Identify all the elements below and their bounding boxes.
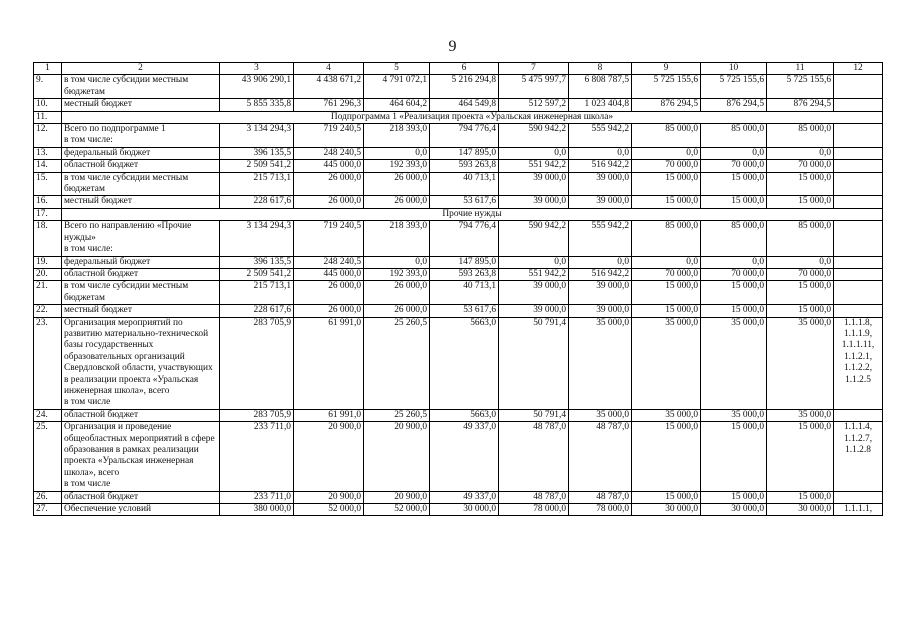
value-cell: 5 725 155,6 [632,75,701,99]
target-code-cell [834,75,883,99]
value-cell: 396 135,5 [220,256,294,268]
value-cell: 49 337,0 [430,491,499,503]
table-row [34,491,883,503]
value-cell: 50 791,4 [499,409,569,421]
value-cell: 53 617,6 [430,196,499,208]
value-cell: 147 895,0 [430,256,499,268]
value-cell: 85 000,0 [632,124,701,148]
column-number-header: 2 [62,63,220,75]
row-number: 11. [34,111,62,123]
value-cell: 233 711,0 [220,422,294,491]
table-row [34,196,883,208]
value-cell: 15 000,0 [701,491,767,503]
value-cell: 0,0 [364,147,430,159]
value-cell: 876 294,5 [632,99,701,111]
value-cell: 283 705,9 [220,409,294,421]
value-cell: 5 725 155,6 [767,75,834,99]
value-cell: 20 900,0 [294,491,364,503]
value-cell: 248 240,5 [294,147,364,159]
value-cell: 228 617,6 [220,196,294,208]
value-cell: 30 000,0 [701,504,767,516]
value-cell: 25 260,5 [364,409,430,421]
value-cell: 35 000,0 [569,317,632,409]
row-label: областной бюджет [62,160,220,172]
value-cell: 35 000,0 [701,409,767,421]
value-cell: 794 776,4 [430,124,499,148]
value-cell: 15 000,0 [767,491,834,503]
value-cell: 48 787,0 [499,422,569,491]
target-code-cell [834,268,883,280]
table-row [34,281,883,305]
value-cell: 20 900,0 [294,422,364,491]
table-row [34,317,883,409]
value-cell: 248 240,5 [294,256,364,268]
section-title: Подпрограмма 1 «Реализация проекта «Уральская инженерная школа» [62,111,883,123]
row-number: 24. [34,409,62,421]
value-cell: 25 260,5 [364,317,430,409]
value-cell: 15 000,0 [701,281,767,305]
value-cell: 35 000,0 [569,409,632,421]
row-label: федеральный бюджет [62,147,220,159]
value-cell: 6 808 787,5 [569,75,632,99]
value-cell: 70 000,0 [767,160,834,172]
value-cell: 15 000,0 [632,196,701,208]
value-cell: 40 713,1 [430,172,499,196]
row-number: 26. [34,491,62,503]
row-number: 20. [34,268,62,280]
value-cell: 2 509 541,2 [220,160,294,172]
value-cell: 70 000,0 [701,160,767,172]
row-label: областной бюджет [62,409,220,421]
value-cell: 445 000,0 [294,268,364,280]
value-cell: 0,0 [701,256,767,268]
value-cell: 15 000,0 [632,305,701,317]
row-label: местный бюджет [62,196,220,208]
value-cell: 70 000,0 [632,160,701,172]
value-cell: 48 787,0 [569,491,632,503]
row-number: 13. [34,147,62,159]
value-cell: 719 240,5 [294,124,364,148]
value-cell: 39 000,0 [569,305,632,317]
value-cell: 78 000,0 [499,504,569,516]
row-number: 18. [34,221,62,256]
row-number: 15. [34,172,62,196]
value-cell: 39 000,0 [499,305,569,317]
value-cell: 26 000,0 [364,196,430,208]
value-cell: 49 337,0 [430,422,499,491]
target-code-cell [834,256,883,268]
value-cell: 551 942,2 [499,268,569,280]
value-cell: 30 000,0 [767,504,834,516]
column-number-header: 3 [220,63,294,75]
value-cell: 3 134 294,3 [220,124,294,148]
row-number: 10. [34,99,62,111]
page-number: 9 [448,38,457,55]
column-number-header: 1 [34,63,62,75]
value-cell: 35 000,0 [767,317,834,409]
value-cell: 464 604,2 [364,99,430,111]
value-cell: 20 900,0 [364,491,430,503]
value-cell: 26 000,0 [294,172,364,196]
value-cell: 15 000,0 [767,196,834,208]
value-cell: 719 240,5 [294,221,364,256]
value-cell: 283 705,9 [220,317,294,409]
table-row [34,504,883,516]
table-row [34,124,883,148]
value-cell: 218 393,0 [364,221,430,256]
value-cell: 35 000,0 [632,317,701,409]
value-cell: 215 713,1 [220,172,294,196]
value-cell: 0,0 [632,256,701,268]
row-label: Всего по подпрограмме 1 в том числе: [62,124,220,148]
value-cell: 555 942,2 [569,221,632,256]
value-cell: 52 000,0 [364,504,430,516]
value-cell: 26 000,0 [294,196,364,208]
value-cell: 5663,0 [430,317,499,409]
value-cell: 30 000,0 [430,504,499,516]
row-number: 12. [34,124,62,148]
row-number: 9. [34,75,62,99]
value-cell: 876 294,5 [767,99,834,111]
target-code-cell [834,196,883,208]
value-cell: 85 000,0 [701,221,767,256]
target-code-cell [834,281,883,305]
value-cell: 35 000,0 [632,409,701,421]
table-row [34,305,883,317]
value-cell: 70 000,0 [767,268,834,280]
value-cell: 15 000,0 [632,422,701,491]
value-cell: 70 000,0 [701,268,767,280]
value-cell: 0,0 [767,147,834,159]
value-cell: 0,0 [569,147,632,159]
value-cell: 26 000,0 [364,172,430,196]
value-cell: 0,0 [767,256,834,268]
value-cell: 15 000,0 [701,172,767,196]
value-cell: 380 000,0 [220,504,294,516]
value-cell: 15 000,0 [701,305,767,317]
column-number-header: 10 [701,63,767,75]
column-number-header: 4 [294,63,364,75]
value-cell: 5 216 294,8 [430,75,499,99]
value-cell: 192 393,0 [364,268,430,280]
row-label: Организация и проведение общеобластных мероприятий в сфере образования в рамках реализации проекта «Уральская инженерная школа», всего в том числе [62,422,220,491]
value-cell: 15 000,0 [632,491,701,503]
value-cell: 593 263,8 [430,160,499,172]
value-cell: 20 900,0 [364,422,430,491]
value-cell: 85 000,0 [701,124,767,148]
value-cell: 0,0 [499,147,569,159]
value-cell: 0,0 [701,147,767,159]
row-label: местный бюджет [62,99,220,111]
value-cell: 590 942,2 [499,124,569,148]
value-cell: 555 942,2 [569,124,632,148]
value-cell: 52 000,0 [294,504,364,516]
value-cell: 26 000,0 [294,305,364,317]
value-cell: 593 263,8 [430,268,499,280]
row-label: Организация мероприятий по развитию материально-технической базы государственных образовательных организаций Свердловской области, участвующих в реализации проекта «Уральская инженерная школа», всего в том числе [62,317,220,409]
value-cell: 4 791 072,1 [364,75,430,99]
table-row [34,221,883,256]
value-cell: 551 942,2 [499,160,569,172]
value-cell: 40 713,1 [430,281,499,305]
row-label: Всего по направлению «Прочие нужды» в том числе: [62,221,220,256]
row-number: 14. [34,160,62,172]
target-code-cell [834,305,883,317]
value-cell: 30 000,0 [632,504,701,516]
value-cell: 39 000,0 [569,281,632,305]
target-code-cell [834,491,883,503]
column-number-header: 11 [767,63,834,75]
value-cell: 48 787,0 [499,491,569,503]
value-cell: 192 393,0 [364,160,430,172]
value-cell: 39 000,0 [569,196,632,208]
value-cell: 218 393,0 [364,124,430,148]
row-number: 27. [34,504,62,516]
value-cell: 590 942,2 [499,221,569,256]
value-cell: 15 000,0 [767,172,834,196]
value-cell: 39 000,0 [499,281,569,305]
value-cell: 15 000,0 [632,281,701,305]
value-cell: 26 000,0 [364,281,430,305]
table-row [34,409,883,421]
table-row [34,75,883,99]
table-row [34,422,883,491]
value-cell: 15 000,0 [767,422,834,491]
value-cell: 43 906 290,1 [220,75,294,99]
section-row [34,111,883,123]
value-cell: 5 855 335,8 [220,99,294,111]
value-cell: 85 000,0 [632,221,701,256]
value-cell: 48 787,0 [569,422,632,491]
row-label: областной бюджет [62,491,220,503]
value-cell: 26 000,0 [364,305,430,317]
row-label: в том числе субсидии местным бюджетам [62,281,220,305]
value-cell: 53 617,6 [430,305,499,317]
column-number-header: 8 [569,63,632,75]
value-cell: 464 549,8 [430,99,499,111]
target-code-cell [834,124,883,148]
column-number-header: 6 [430,63,499,75]
row-label: в том числе субсидии местным бюджетам [62,75,220,99]
target-code-cell [834,221,883,256]
value-cell: 512 597,2 [499,99,569,111]
value-cell: 3 134 294,3 [220,221,294,256]
value-cell: 70 000,0 [632,268,701,280]
value-cell: 794 776,4 [430,221,499,256]
value-cell: 15 000,0 [767,281,834,305]
table-row [34,268,883,280]
value-cell: 5663,0 [430,409,499,421]
value-cell: 876 294,5 [701,99,767,111]
table-row [34,147,883,159]
target-code-cell: 1.1.1.8, 1.1.1.9, 1.1.1.11, 1.1.2.1, 1.1.2.2, 1.1.2.5 [834,317,883,409]
value-cell: 761 296,3 [294,99,364,111]
value-cell: 61 991,0 [294,317,364,409]
row-number: 22. [34,305,62,317]
value-cell: 0,0 [569,256,632,268]
table-row [34,160,883,172]
value-cell: 1 023 404,8 [569,99,632,111]
value-cell: 26 000,0 [294,281,364,305]
value-cell: 5 725 155,6 [701,75,767,99]
value-cell: 35 000,0 [767,409,834,421]
value-cell: 61 991,0 [294,409,364,421]
value-cell: 15 000,0 [701,196,767,208]
value-cell: 15 000,0 [632,172,701,196]
row-number: 21. [34,281,62,305]
target-code-cell [834,409,883,421]
table-row [34,172,883,196]
value-cell: 396 135,5 [220,147,294,159]
value-cell: 516 942,2 [569,268,632,280]
table-row [34,99,883,111]
row-number: 19. [34,256,62,268]
target-code-cell [834,147,883,159]
target-code-cell: 1.1.1.1, [834,504,883,516]
section-row [34,208,883,220]
value-cell: 0,0 [364,256,430,268]
value-cell: 50 791,4 [499,317,569,409]
value-cell: 215 713,1 [220,281,294,305]
value-cell: 85 000,0 [767,221,834,256]
column-number-header: 9 [632,63,701,75]
row-number: 23. [34,317,62,409]
target-code-cell [834,160,883,172]
column-number-header: 5 [364,63,430,75]
value-cell: 147 895,0 [430,147,499,159]
value-cell: 15 000,0 [701,422,767,491]
row-number: 16. [34,196,62,208]
value-cell: 39 000,0 [569,172,632,196]
target-code-cell: 1.1.1.4, 1.1.2.7, 1.1.2.8 [834,422,883,491]
value-cell: 228 617,6 [220,305,294,317]
row-label: местный бюджет [62,305,220,317]
value-cell: 516 942,2 [569,160,632,172]
value-cell: 78 000,0 [569,504,632,516]
row-label: в том числе субсидии местным бюджетам [62,172,220,196]
value-cell: 85 000,0 [767,124,834,148]
value-cell: 5 475 997,7 [499,75,569,99]
value-cell: 0,0 [499,256,569,268]
target-code-cell [834,99,883,111]
section-title: Прочие нужды [62,208,883,220]
row-label: Обеспечение условий [62,504,220,516]
value-cell: 39 000,0 [499,196,569,208]
header-row [34,63,883,75]
table-row [34,256,883,268]
row-number: 17. [34,208,62,220]
value-cell: 39 000,0 [499,172,569,196]
value-cell: 35 000,0 [701,317,767,409]
value-cell: 0,0 [632,147,701,159]
column-number-header: 12 [834,63,883,75]
row-label: областной бюджет [62,268,220,280]
target-code-cell [834,172,883,196]
value-cell: 2 509 541,2 [220,268,294,280]
value-cell: 233 711,0 [220,491,294,503]
column-number-header: 7 [499,63,569,75]
budget-table [33,62,883,516]
value-cell: 15 000,0 [767,305,834,317]
row-label: федеральный бюджет [62,256,220,268]
row-number: 25. [34,422,62,491]
value-cell: 4 438 671,2 [294,75,364,99]
value-cell: 445 000,0 [294,160,364,172]
